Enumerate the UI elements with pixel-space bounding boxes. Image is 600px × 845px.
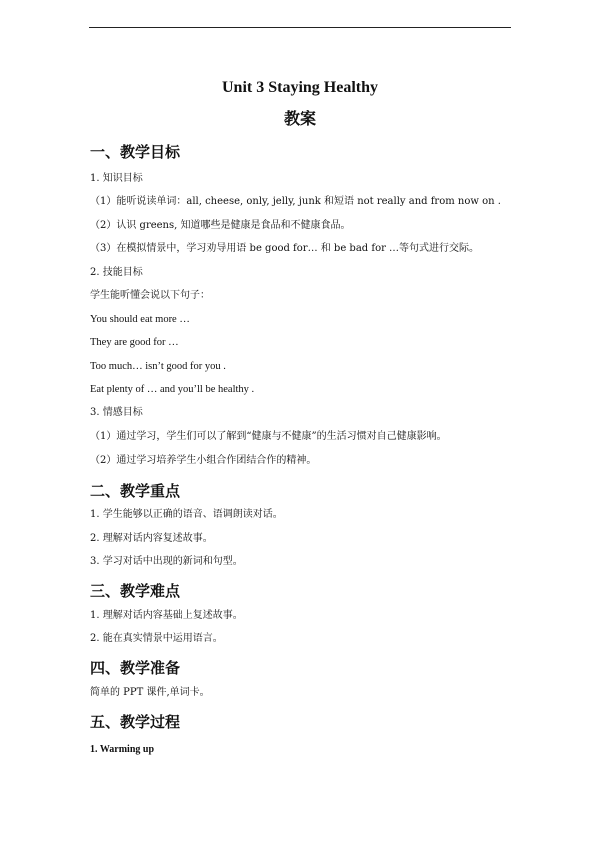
emotion-goal-heading: 3. 情感目标 — [90, 407, 143, 418]
section-heading-key-points: 二、教学重点 — [90, 482, 181, 500]
process-step-heading: 1. Warming up — [90, 744, 154, 755]
emotion-goal-item: （1）通过学习，学生们可以了解到“健康与不健康”的生活习惯对自己健康影响。 — [90, 431, 447, 442]
section-heading-preparation: 四、教学准备 — [90, 659, 181, 677]
knowledge-goal-heading: 1. 知识目标 — [90, 173, 143, 184]
example-sentence: They are good for … — [90, 337, 179, 348]
document-subtitle: 教案 — [283, 109, 316, 128]
preparation-text: 简单的 PPT 课件,单词卡。 — [90, 687, 210, 698]
section-heading-process: 五、教学过程 — [90, 713, 181, 731]
difficulty-item: 1. 理解对话内容基础上复述故事。 — [90, 610, 243, 621]
section-heading-goals: 一、教学目标 — [90, 143, 181, 161]
key-point-item: 2. 理解对话内容复述故事。 — [90, 533, 213, 544]
section-heading-difficulties: 三、教学难点 — [90, 582, 181, 600]
example-sentence: Too much… isn’t good for you . — [90, 361, 226, 372]
skill-goal-intro: 学生能听懂会说以下句子： — [90, 290, 210, 301]
skill-goal-heading: 2. 技能目标 — [90, 267, 143, 278]
example-sentence: You should eat more … — [90, 314, 190, 325]
header-rule — [89, 27, 511, 28]
emotion-goal-item: （2）通过学习培养学生小组合作团结合作的精神。 — [90, 455, 317, 466]
key-point-item: 1. 学生能够以正确的语音、语调朗读对话。 — [90, 509, 283, 520]
knowledge-goal-item: （1）能听说读单词：all, cheese, only, jelly, junk 和短语 not really and from now on . — [90, 196, 501, 207]
difficulty-item: 2. 能在真实情景中运用语言。 — [90, 633, 223, 644]
knowledge-goal-item: （2）认识 greens, 知道哪些是健康是食品和不健康食品。 — [90, 220, 351, 231]
knowledge-goal-item: （3）在模拟情景中，学习劝导用语 be good for… 和 be bad for …等句式进行交际。 — [90, 243, 480, 254]
document-title: Unit 3 Staying Healthy — [221, 79, 378, 96]
key-point-item: 3. 学习对话中出现的新词和句型。 — [90, 556, 243, 567]
example-sentence: Eat plenty of … and you’ll be healthy . — [90, 384, 255, 395]
